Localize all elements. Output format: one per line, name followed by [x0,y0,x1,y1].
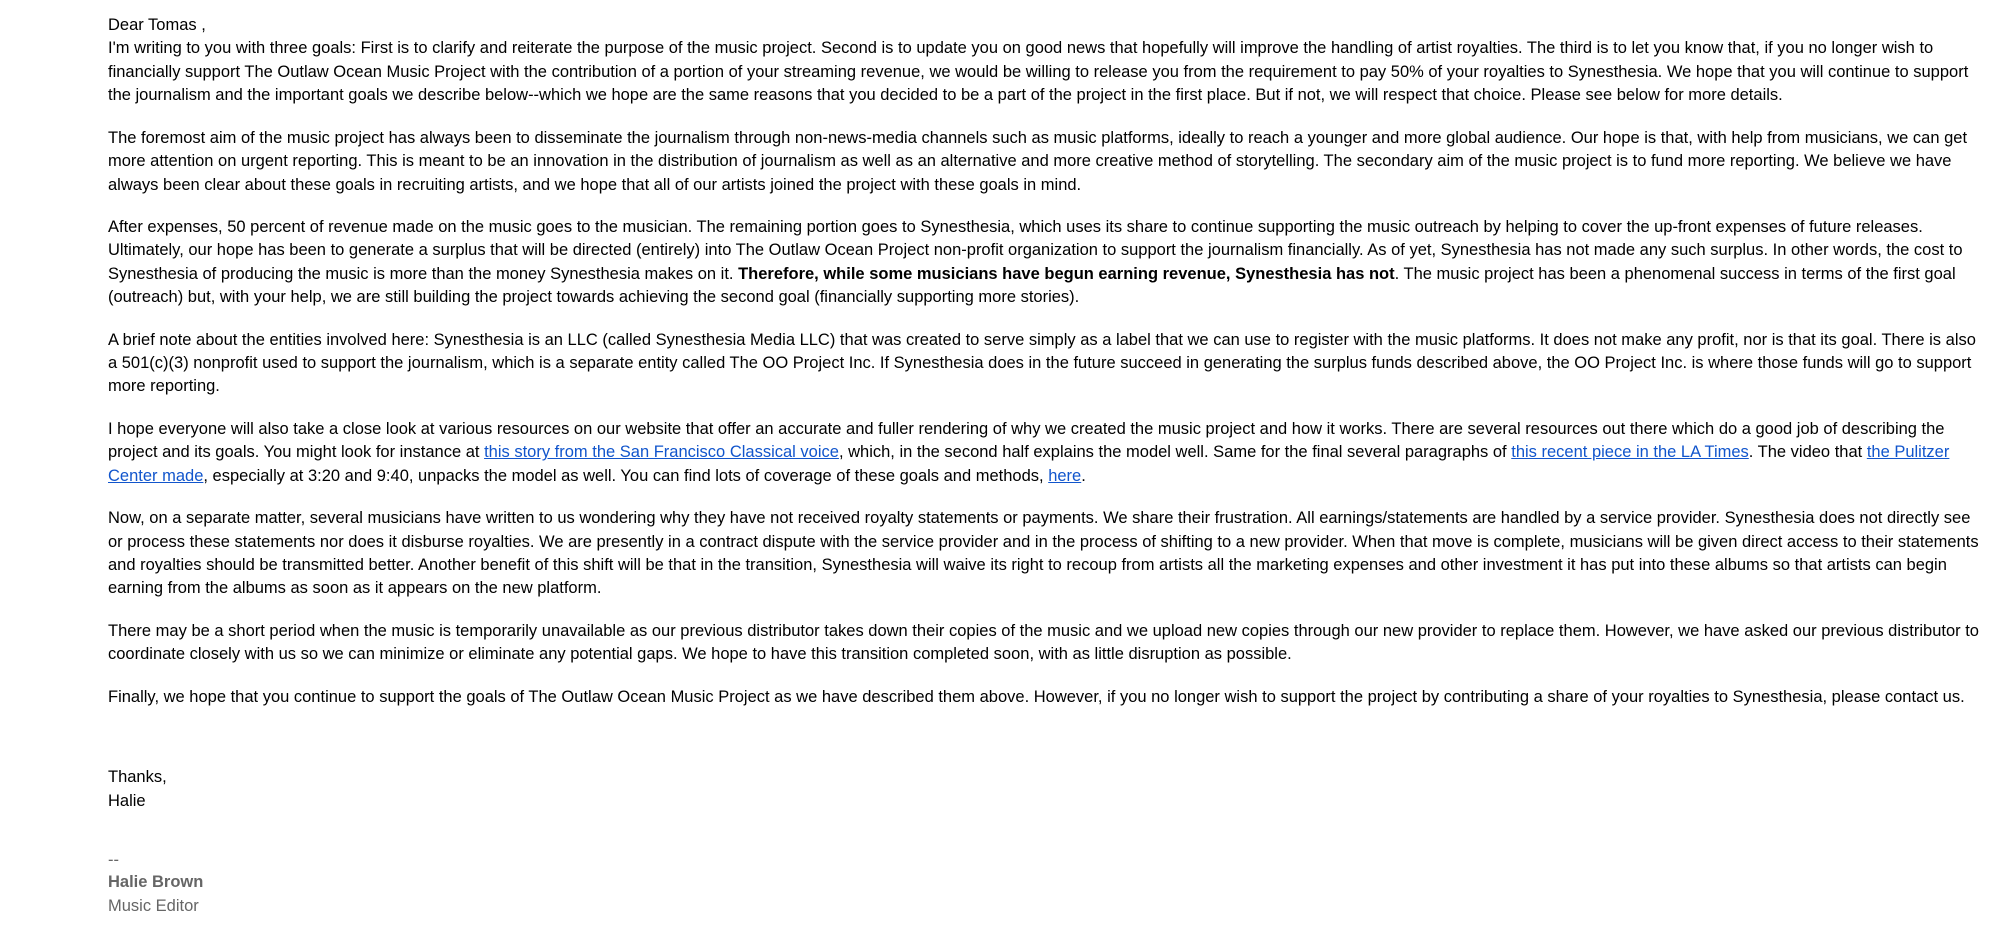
signature-name: Halie Brown [108,872,204,891]
paragraph-7: There may be a short period when the music is temporarily unavailable as our previous distributor takes down their copies of the music and we upload new copies through our new provider to replace them. However, we have asked our previous distributor to coordinate closely with us so we can minimize or eliminate any potential gaps. We hope to have this transition completed soon, with as little disruption as possible. [108,621,1979,664]
signature-spacer [108,728,1988,766]
closing-name: Halie [108,791,146,810]
paragraph-5-text-2: , which, in the second half explains the model well. Same for the final several paragraphs of [838,443,1512,462]
link-here[interactable]: here [1048,466,1082,485]
paragraph-5-text-5: . [1081,466,1086,485]
paragraph-3-emphasis: Therefore, while some musicians have begun earning revenue, Synesthesia has not [738,264,1395,283]
paragraph-8: Finally, we hope that you continue to support the goals of The Outlaw Ocean Music Project as we have described them above. However, if you no longer wish to support the project by contributing a share of your royalties to Synesthesia, please contact us. [108,687,1965,706]
link-la-times[interactable]: this recent piece in the LA Times [1511,443,1749,462]
paragraph-4: A brief note about the entities involved here: Synesthesia is an LLC (called Synesthesia Media LLC) that was created to serve simply as a label that we can use to register with the music platforms. It does not make any profit, nor is that its goal. There is also a 501(c)(3) nonprofit used to support the journalism, which is a separate entity called The OO Project Inc. If Synesthesia does in the future succeed in generating the surplus funds described above, the OO Project Inc. is where those funds will go to support more reporting. [108,330,1976,396]
greeting-text: Dear Tomas , [108,16,206,34]
paragraph-5-text-1: I hope everyone will also take a close look at various resources on our website that offer an accurate and fuller rendering of why we created the music project and how it works. There are several resources out there which do a good job of describing the project and its goals. You might look for instance at [108,419,1945,462]
paragraph-1: I'm writing to you with three goals: First is to clarify and reiterate the purpose of the music project. Second is to update you on good news that hopefully will improve the handling of artist royalties. The third is to let you know that, if you no longer wish to financially support The Outlaw Ocean Music Project with the contribution of a portion of your streaming revenue, we would be willing to release you from the requirement to pay 50% of your royalties to Synesthesia. We hope that you will continue to support the journalism and the important goals we describe below--which we hope are the same reasons that you decided to be a part of the project in the first place. But if not, we will respect that choice. Please see below for more details. [108,39,1969,105]
paragraph-5 [108,418,1988,488]
paragraph-3 [108,216,1988,310]
link-sf-classical-voice[interactable]: this story from the San Francisco Classical voice [484,443,839,462]
paragraph-3-text-before: After expenses, 50 percent of revenue made on the music goes to the musician. The remaining portion goes to Synesthesia, which uses its share to continue supporting the music outreach by helping to cover the up-front expenses of future releases. Ultimately, our hope has been to generate a surplus that will be directed (entirely) into The Outlaw Ocean Project non-profit organization to support the journalism financially. As of yet, Synesthesia has not made any such surplus. In other words, the cost to Synesthesia of producing the music is more than the money Synesthesia makes on it. [108,217,1963,283]
link-pulitzer-center[interactable]: the Pulitzer Center made [108,443,1950,485]
email-body [108,14,1988,919]
paragraph-2: The foremost aim of the music project has always been to disseminate the journalism through non-news-media channels such as music platforms, ideally to reach a younger and more global audience. Our hope is that, with help from musicians, we can get more attention on urgent reporting. This is meant to be an innovation in the distribution of journalism as well as an alternative and more creative method of storytelling. The secondary aim of the music project is to fund more reporting. We believe we have always been clear about these goals in recruiting artists, and we hope that all of our artists joined the project with these goals in mind. [108,128,1968,194]
paragraph-6: Now, on a separate matter, several musicians have written to us wondering why they have not received royalty statements or payments. We share their frustration. All earnings/statements are handled by a service provider. Synesthesia does not directly see or process these statements nor does it disburse royalties. We are presently in a contract dispute with the service provider and in the process of shifting to a new provider. When that move is complete, musicians will be given direct access to their statements and royalties should be transmitted better. Another benefit of this shift will be that in the transition, Synesthesia will waive its right to recoup from artists all the marketing expenses and other investment it has put into these albums so that artists can begin earning from the albums as soon as it appears on the new platform. [108,509,1979,598]
paragraph-5-text-4: , especially at 3:20 and 9:40, unpacks the model as well. You can find lots of coverage of these goals and methods, [203,466,1049,485]
signature-gap [108,813,1988,851]
signature-separator: -- [108,850,119,869]
signature-title: Music Editor [108,896,199,915]
email-greeting [108,14,1988,37]
paragraph-3-text-after: . The music project has been a phenomenal success in terms of the first goal (outreach) but, with your help, we are still building the project towards achieving the second goal (financially supporting more stories). [108,264,1956,307]
paragraph-5-text-3: . The video that [1748,443,1867,462]
closing-thanks: Thanks, [108,768,167,787]
